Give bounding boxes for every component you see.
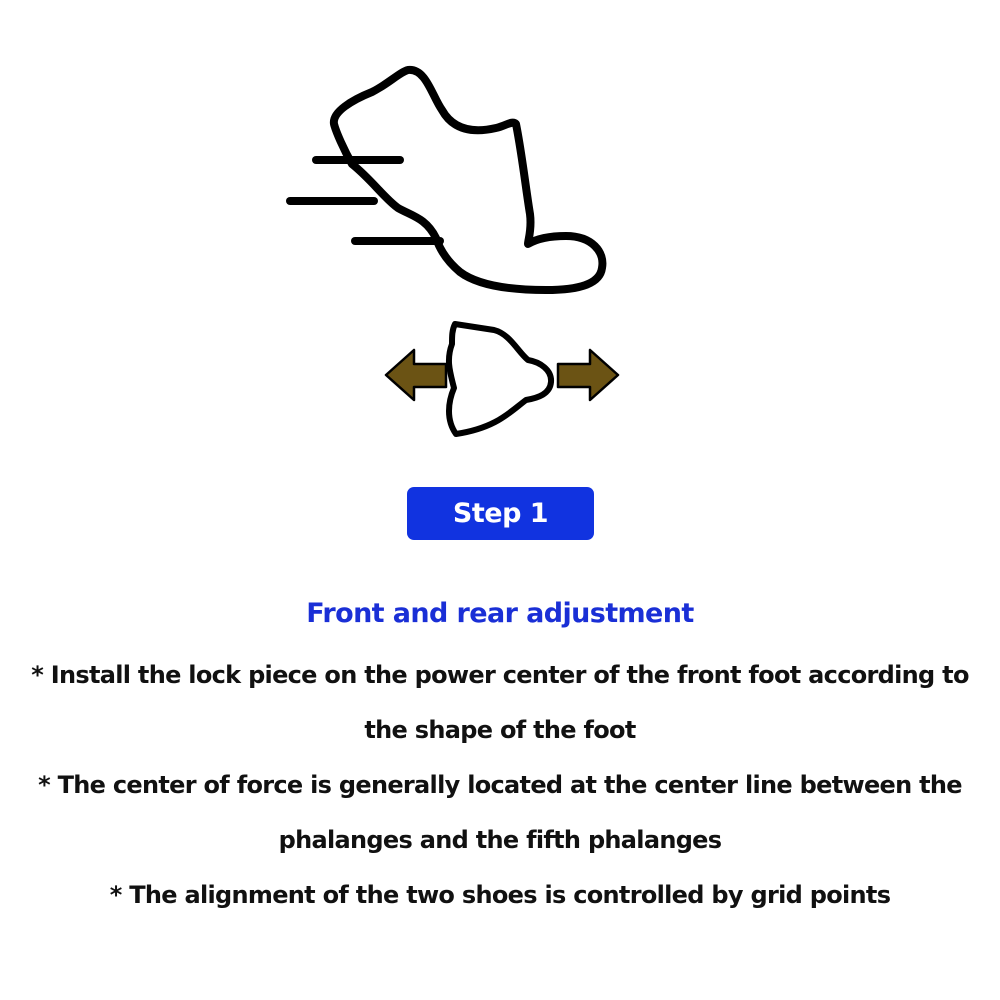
cleat-icon: [449, 324, 551, 434]
illustration: [0, 0, 1000, 470]
instruction-item: * The alignment of the two shoes is controlled by grid points: [109, 881, 891, 909]
arrow-left-icon: [386, 350, 446, 400]
instruction-item: * Install the lock piece on the power center of the front foot according to the shape of the foot: [31, 661, 969, 744]
section-title: Front and rear adjustment: [306, 598, 694, 629]
instruction-list: [30, 648, 970, 923]
step-badge: Step 1: [407, 487, 594, 540]
instruction-item: * The center of force is generally located at the center line between the phalanges and the fifth phalanges: [38, 771, 962, 854]
arrow-right-icon: [558, 350, 618, 400]
running-shoe-icon: [290, 70, 602, 290]
